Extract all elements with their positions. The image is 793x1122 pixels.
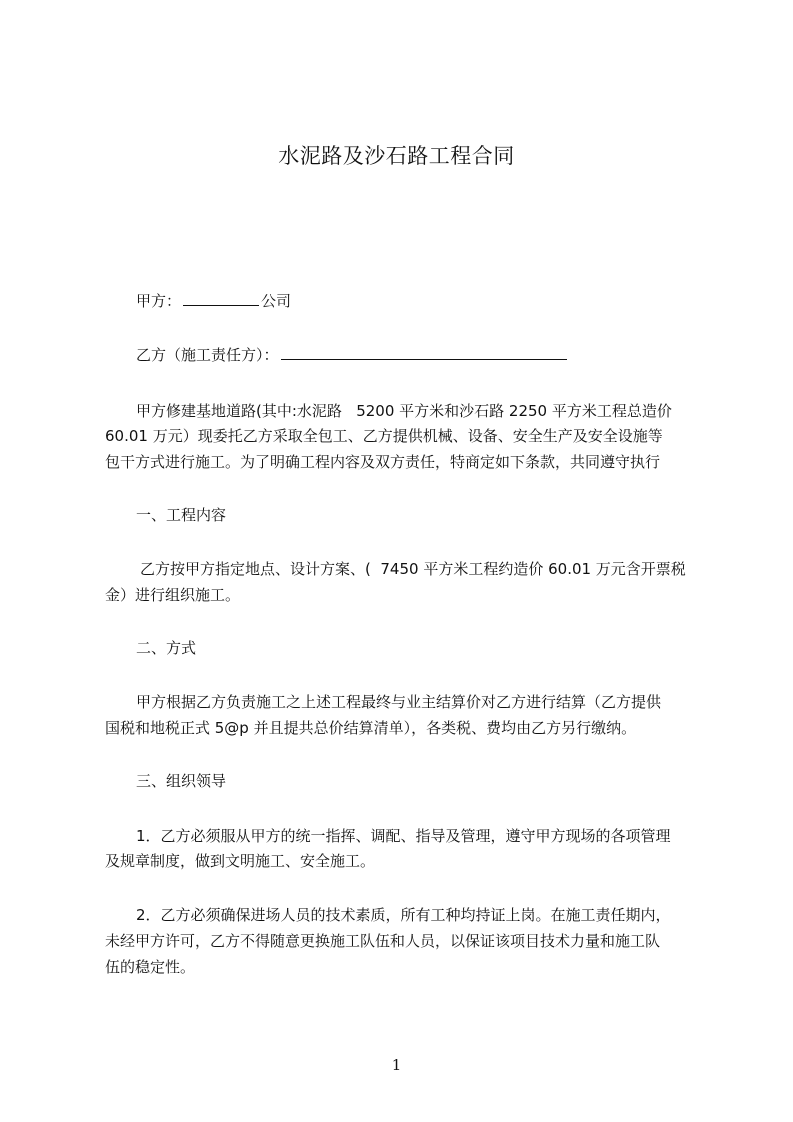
intro-line: 包干方式进行施工。为了明确工程内容及双方责任，特商定如下条款，共同遵守执行 xyxy=(105,453,661,471)
section-line: 金）进行组织施工。 xyxy=(105,586,241,604)
party-b-blank xyxy=(281,345,567,360)
party-b-label: 乙方（施工责任方）： xyxy=(136,346,279,364)
section-heading: 三、组织领导 xyxy=(136,772,227,790)
party-a-line xyxy=(136,291,291,311)
page-number: 1 xyxy=(391,1056,402,1074)
section-line: 国税和地税正式 5@p 并且提共总价结算清单），各类税、费均由乙方另行缴纳。 xyxy=(105,719,637,737)
party-a-suffix: 公司 xyxy=(261,292,292,310)
section-line: 甲方根据乙方负责施工之上述工程最终与业主结算价对乙方进行结算（乙方提供 xyxy=(136,693,662,711)
party-a-blank xyxy=(183,291,259,306)
document-title: 水泥路及沙石路工程合同 xyxy=(278,144,515,168)
intro-line: 甲方修建基地道路(其中:水泥路 5200 平方米和沙石路 2250 平方米工程总造价 xyxy=(136,402,672,420)
section-line: 乙方按甲方指定地点、设计方案、( 7450 平方米工程约造价 60.01 万元含开票税 xyxy=(140,560,686,578)
list-item-line: 伍的稳定性。 xyxy=(105,958,196,976)
intro-line: 60.01 万元）现委托乙方采取全包工、乙方提供机械、设备、安全生产及安全设施等 xyxy=(105,427,663,445)
list-item-line: 2．乙方必须确保进场人员的技术素质，所有工种均持证上岗。在施工责任期内， xyxy=(136,906,671,924)
party-b-line xyxy=(136,345,569,365)
list-item-line: 未经甲方许可，乙方不得随意更换施工队伍和人员，以保证该项目技术力量和施工队 xyxy=(105,932,661,950)
party-a-label: 甲方： xyxy=(136,292,182,310)
section-heading: 二、方式 xyxy=(136,639,197,657)
list-item-line: 及规章制度，做到文明施工、安全施工。 xyxy=(105,852,376,870)
section-heading: 一、工程内容 xyxy=(136,506,227,524)
list-item-line: 1．乙方必须服从甲方的统一指挥、调配、指导及管理，遵守甲方现场的各项管理 xyxy=(136,827,671,845)
